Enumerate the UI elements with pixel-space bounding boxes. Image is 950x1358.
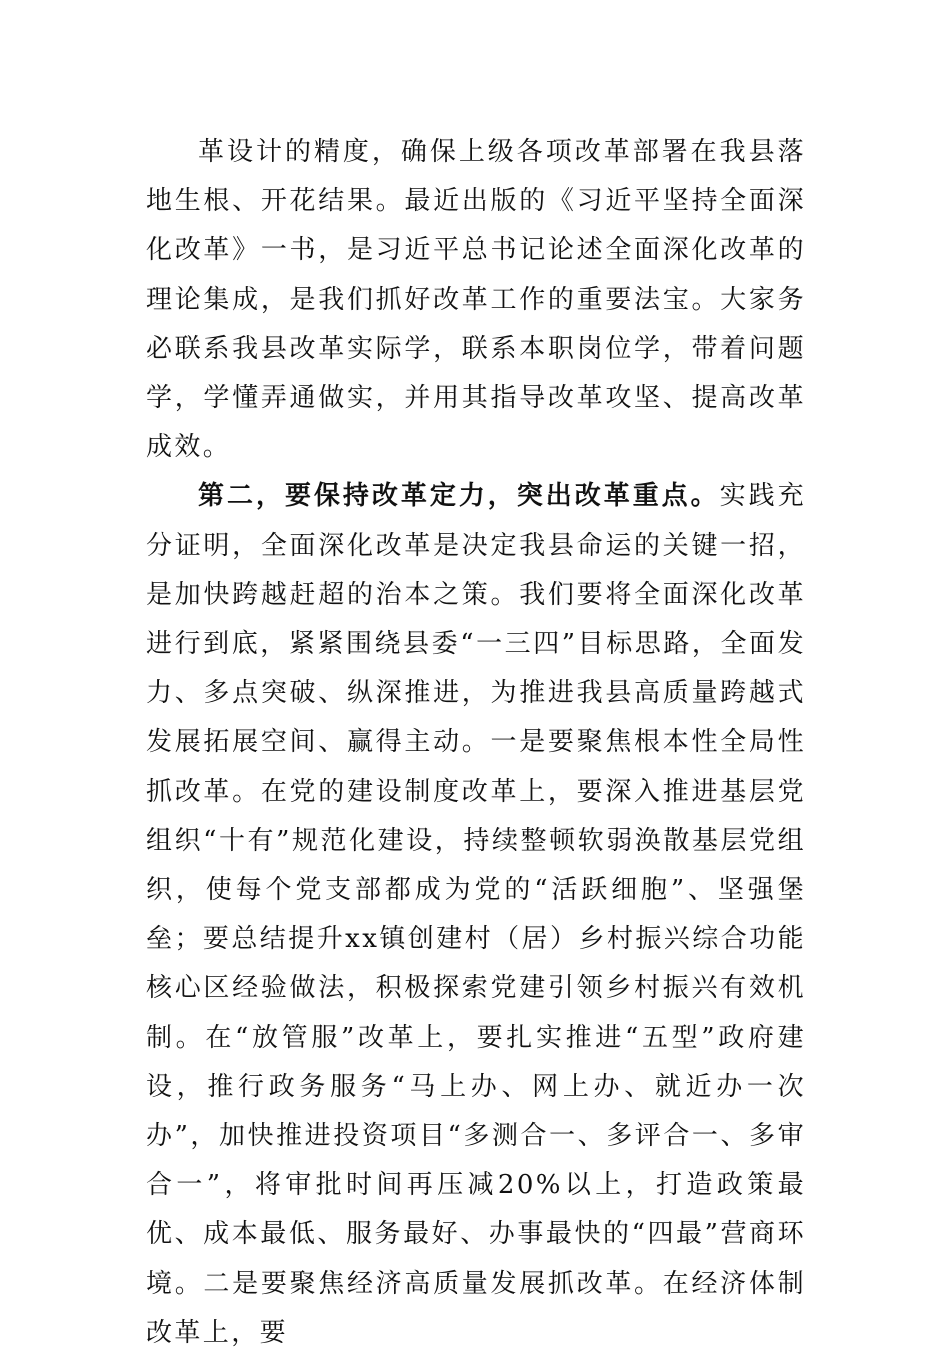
document-page (146, 128, 806, 1358)
paragraph-text: 实践充分证明，全面深化改革是决定我县命运的关键一招，是加快跨越赶超的治本之策。我们要将全面深化改革进行到底，紧紧围绕县委“一三四”目标思路，全面发力、多点突破、纵深推进，为推进我县高质量跨越式发展拓展空间、赢得主动。一是要聚焦根本性全局性抓改革。在党的建设制度改革上，要深入推进基层党组织“十有”规范化建设，持续整顿软弱涣散基层党组织，使每个党支部都成为党的“活跃细胞”、坚强堡垒；要总结提升xx镇创建村（居）乡村振兴综合功能核心区经验做法，积极探索党建引领乡村振兴有效机制。在“放管服”改革上，要扎实推进“五型”政府建设，推行政务服务“马上办、网上办、就近办一次办”，加快推进投资项目“多测合一、多评合一、多审合一”，将审批时间再压减20%以上，打造政策最优、成本最低、服务最好、办事最快的“四最”营商环境。二是要聚焦经济高质量发展抓改革。在经济体制改革上，要 (146, 481, 807, 1348)
paragraph-reform-focus (146, 472, 806, 1358)
paragraph-text: 革设计的精度，确保上级各项改革部署在我县落地生根、开花结果。最近出版的《习近平坚持全面深化改革》一书，是习近平总书记论述全面深化改革的理论集成，是我们抓好改革工作的重要法宝。大家务必联系我县改革实际学，联系本职岗位学，带着问题学，学懂弄通做实，并用其指导改革攻坚、提高改革成效。 (146, 137, 806, 463)
paragraph-reform-study (146, 128, 806, 472)
paragraph-lead-heading: 第二，要保持改革定力，突出改革重点。 (198, 481, 720, 512)
